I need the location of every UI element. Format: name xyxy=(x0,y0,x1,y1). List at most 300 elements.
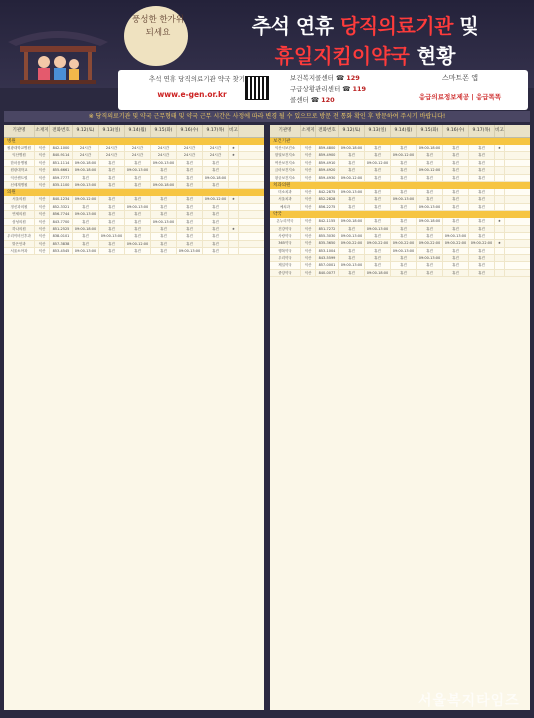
table-cell: 휴진 xyxy=(417,152,443,158)
table-cell: 휴진 xyxy=(443,175,469,181)
column-header: 9.13(일) xyxy=(99,125,125,137)
table-cell: 휴진 xyxy=(443,248,469,254)
table-cell: 24시간 xyxy=(203,152,229,158)
table-cell: 09:00-18:00 xyxy=(417,218,443,224)
column-header: 소재지 xyxy=(301,125,316,137)
table-cell: 09:00-12:00 xyxy=(365,160,391,166)
table-cell: 휴진 xyxy=(469,248,495,254)
table-row xyxy=(4,152,264,159)
table-cell: 서울소아과 xyxy=(4,248,35,254)
table-cell: 익산 xyxy=(301,152,316,158)
table-cell: 휴진 xyxy=(339,152,365,158)
table-cell: 휴진 xyxy=(365,152,391,158)
table-cell: 휴진 xyxy=(443,226,469,232)
moon-greeting: 풍성한 한가위 되세요 xyxy=(132,15,184,38)
contact-label: 콜센터 xyxy=(290,96,309,104)
left-table xyxy=(4,125,264,710)
table-cell: 09:00-22:00 xyxy=(443,240,469,246)
table-cell: 예치과 xyxy=(270,204,301,210)
table-row xyxy=(270,226,530,233)
table-header xyxy=(4,125,264,138)
table-cell: 휴진 xyxy=(339,248,365,254)
contact-number[interactable]: 129 xyxy=(346,74,360,82)
table-cell: 휴진 xyxy=(73,219,99,225)
app-name[interactable]: 응급의료정보제공 | 응급똑똑 xyxy=(418,93,502,101)
phone-cell[interactable]: 853-4545 xyxy=(50,248,73,254)
column-header: 9.12(토) xyxy=(73,125,99,137)
table-cell: 휴진 xyxy=(391,262,417,268)
table-cell: 09:00-13:00 xyxy=(73,211,99,217)
column-header: 소재지 xyxy=(35,125,50,137)
pavilion-illustration xyxy=(4,18,112,88)
table-cell: 휴진 xyxy=(203,211,229,217)
phone-cell[interactable]: 840-1234 xyxy=(50,196,73,202)
table-cell: 24시간 xyxy=(151,145,177,151)
table-cell: 휴진 xyxy=(365,167,391,173)
table-cell: 휴진 xyxy=(151,211,177,217)
table-cell: 09:00-12:00 xyxy=(73,196,99,202)
app-label: 스마트폰 앱 xyxy=(441,74,479,82)
column-header: 9.17(목) xyxy=(203,125,229,137)
table-row xyxy=(270,175,530,182)
table-cell: 휴진 xyxy=(99,182,125,188)
table-cell: 익산 xyxy=(301,240,316,246)
table-cell: 휴진 xyxy=(151,233,177,239)
table-row xyxy=(270,255,530,262)
table-cell: 휴진 xyxy=(443,255,469,261)
table-cell: 휴진 xyxy=(469,262,495,268)
contact-number[interactable]: 119 xyxy=(352,85,367,93)
table-cell: 휴진 xyxy=(99,211,125,217)
table-cell xyxy=(229,160,239,166)
table-cell: 휴진 xyxy=(365,196,391,202)
table-cell: 휴진 xyxy=(177,182,203,188)
table-cell: 익산 xyxy=(301,167,316,173)
table-cell: 09:00-13:00 xyxy=(417,255,443,261)
qr-code-icon[interactable] xyxy=(245,76,269,100)
table-cell: 휴진 xyxy=(469,204,495,210)
table-cell: 익산시보건소 xyxy=(270,145,301,151)
column-header: 9.17(목) xyxy=(469,125,495,137)
table-cell: 휴진 xyxy=(177,196,203,202)
table-cell: 사랑약국 xyxy=(270,233,301,239)
table-cell: 익산 xyxy=(35,152,50,158)
table-cell: 09:00-13:00 xyxy=(391,248,417,254)
table-cell: 미소치과 xyxy=(270,189,301,195)
table-cell: 휴진 xyxy=(443,189,469,195)
table-cell: 휴진 xyxy=(469,160,495,166)
phone-cell[interactable]: 851-7272 xyxy=(316,226,339,232)
section-header: 약국 xyxy=(270,211,530,218)
main-title-line2 xyxy=(200,40,530,69)
table-cell: 휴진 xyxy=(73,241,99,247)
website-link[interactable]: www.e-gen.or.kr xyxy=(157,90,227,99)
table-cell: 휴진 xyxy=(417,233,443,239)
table-cell: ★ xyxy=(495,218,505,224)
phone-cell[interactable]: 859-4900 xyxy=(316,152,339,158)
phone-cell[interactable]: 840-9114 xyxy=(50,152,73,158)
watermark: 서울복지타임즈 xyxy=(418,693,520,709)
table-cell: 09:00-18:00 xyxy=(339,218,365,224)
table-cell: 휴진 xyxy=(151,175,177,181)
table-cell: 행복약국 xyxy=(270,248,301,254)
table-cell: 09:00-13:00 xyxy=(99,233,125,239)
table-cell xyxy=(495,233,505,239)
column-header: 9.15(화) xyxy=(417,125,443,137)
table-cell: 휴진 xyxy=(469,196,495,202)
table-cell: 하나의원 xyxy=(4,226,35,232)
table-cell: 09:00-12:00 xyxy=(125,241,151,247)
table-cell xyxy=(229,204,239,210)
notice-banner: ※ 당직의료기관 및 약국 근무형태 및 약국 근무 시간은 사정에 따라 변경 될 수 있으므로 방문 전 통화 확인 후 방문하여 주시기 바랍니다! xyxy=(4,111,530,122)
table-cell: 24시간 xyxy=(73,152,99,158)
table-cell: 09:00-13:00 xyxy=(125,204,151,210)
table-cell: 익산 xyxy=(301,160,316,166)
table-row xyxy=(4,226,264,233)
table-cell: 휴진 xyxy=(469,255,495,261)
table-cell: 09:00-22:00 xyxy=(365,240,391,246)
phone-cell[interactable]: 859-7777 xyxy=(50,175,73,181)
table-row xyxy=(4,167,264,174)
column-header: 비고 xyxy=(229,125,239,137)
table-cell: 온누리약국 xyxy=(270,218,301,224)
table-cell: 금마보건지소 xyxy=(270,167,301,173)
table-cell: 09:00-18:00 xyxy=(73,167,99,173)
table-cell: 09:00-13:00 xyxy=(339,189,365,195)
phone-cell[interactable]: 859-4920 xyxy=(316,167,339,173)
table-row xyxy=(270,152,530,159)
table-cell: 휴진 xyxy=(443,160,469,166)
table-cell: 휴진 xyxy=(125,182,151,188)
column-header: 전화번호 xyxy=(316,125,339,137)
column-header: 비고 xyxy=(495,125,505,137)
table-cell: 휴진 xyxy=(177,160,203,166)
table-cell: 밝은안과 xyxy=(4,241,35,247)
phone-cell[interactable]: 856-7744 xyxy=(50,211,73,217)
table-cell: 09:00-18:00 xyxy=(73,160,99,166)
table-cell: 익산 xyxy=(35,248,50,254)
contact-label: 구급상황관리센터 xyxy=(290,85,341,93)
table-row xyxy=(270,204,530,211)
table-cell: 휴진 xyxy=(391,145,417,151)
column-header: 기관명 xyxy=(270,125,301,137)
table-cell: 휴진 xyxy=(469,218,495,224)
table-cell: 09:00-13:00 xyxy=(73,182,99,188)
table-cell: 익산 xyxy=(301,196,316,202)
table-cell: 휴진 xyxy=(125,175,151,181)
table-cell xyxy=(495,167,505,173)
table-cell: 휴진 xyxy=(417,189,443,195)
phone-cell[interactable]: 835-1100 xyxy=(50,182,73,188)
title-part: 현황 xyxy=(409,44,456,68)
table-cell: 휴진 xyxy=(99,248,125,254)
table-cell: 09:00-13:00 xyxy=(339,262,365,268)
table-cell: 휴진 xyxy=(365,189,391,195)
table-cell: 익산 xyxy=(35,182,50,188)
table-cell: 휴진 xyxy=(99,204,125,210)
table-cell xyxy=(229,211,239,217)
table-cell: 휴진 xyxy=(443,204,469,210)
table-cell xyxy=(495,248,505,254)
table-row xyxy=(4,196,264,203)
table-cell: 휴진 xyxy=(339,226,365,232)
phone-cell[interactable]: 852-2828 xyxy=(316,196,339,202)
section-header: 보건기관 xyxy=(270,138,530,145)
table-cell xyxy=(495,160,505,166)
table-cell: 익산 xyxy=(301,226,316,232)
table-cell xyxy=(495,262,505,268)
table-cell: 휴진 xyxy=(177,241,203,247)
main-title-line1 xyxy=(200,10,530,39)
table-cell xyxy=(229,182,239,188)
table-cell: 휴진 xyxy=(365,262,391,268)
table-cell: ★ xyxy=(495,145,505,151)
table-cell: 휴진 xyxy=(177,226,203,232)
phone-cell[interactable]: 859-4910 xyxy=(316,160,339,166)
table-cell: 휴진 xyxy=(365,175,391,181)
table-cell: 09:00-12:00 xyxy=(391,152,417,158)
title-highlight: 당직의료기관 xyxy=(340,14,453,38)
table-cell: 휴진 xyxy=(365,255,391,261)
table-cell: 익산 xyxy=(35,160,50,166)
table-cell: 24시간 xyxy=(125,145,151,151)
table-cell: 휴진 xyxy=(151,226,177,232)
phone-cell[interactable]: 842-1000 xyxy=(50,145,73,151)
table-row xyxy=(270,270,530,277)
phone-cell[interactable]: 857-3838 xyxy=(50,241,73,247)
table-cell: 휴진 xyxy=(125,233,151,239)
phone-cell[interactable]: 840-0077 xyxy=(316,270,339,276)
table-cell: 휴진 xyxy=(177,175,203,181)
table-cell: 휴진 xyxy=(99,219,125,225)
table-cell: 휴진 xyxy=(417,160,443,166)
table-cell: 09:00-12:00 xyxy=(203,196,229,202)
table-cell: 휴진 xyxy=(125,226,151,232)
table-cell: 휴진 xyxy=(203,182,229,188)
table-cell: 휴진 xyxy=(151,196,177,202)
table-row xyxy=(4,182,264,189)
table-cell: 09:00-13:00 xyxy=(365,226,391,232)
table-cell: 09:00-13:00 xyxy=(125,167,151,173)
table-row xyxy=(270,248,530,255)
table-cell: 휴진 xyxy=(125,196,151,202)
table-cell: 익산 xyxy=(301,175,316,181)
table-cell: 휴진 xyxy=(339,204,365,210)
table-cell: 휴진 xyxy=(151,204,177,210)
table-cell: 휴진 xyxy=(469,152,495,158)
table-cell: 익산 xyxy=(35,233,50,239)
table-cell: 24시간 xyxy=(151,152,177,158)
table-cell: 09:00-12:00 xyxy=(417,167,443,173)
search-label: 추석 연휴 당직의료기관 약국 찾기 xyxy=(148,75,246,83)
table-cell xyxy=(229,248,239,254)
column-header: 기관명 xyxy=(4,125,35,137)
table-cell: 휴진 xyxy=(443,145,469,151)
column-header: 9.13(일) xyxy=(365,125,391,137)
table-cell: 09:00-18:00 xyxy=(151,182,177,188)
table-row xyxy=(4,204,264,211)
table-cell: 휴진 xyxy=(391,218,417,224)
table-cell: 09:00-13:00 xyxy=(151,160,177,166)
table-cell xyxy=(495,196,505,202)
table-cell: 휴진 xyxy=(177,167,203,173)
table-cell: 왕궁보건지소 xyxy=(270,175,301,181)
phone-cell[interactable]: 838-0101 xyxy=(50,233,73,239)
table-cell: 익산 xyxy=(35,241,50,247)
phone-cell[interactable]: 843-7700 xyxy=(50,219,73,225)
phone-cell[interactable]: 853-1004 xyxy=(316,248,339,254)
table-cell: 휴진 xyxy=(391,204,417,210)
table-row xyxy=(4,160,264,167)
table-cell: 휴진 xyxy=(177,211,203,217)
table-cell: 제일약국 xyxy=(270,262,301,268)
table-cell: 휴진 xyxy=(339,160,365,166)
contact-line: 콜센터 ☎ 120 xyxy=(290,96,335,104)
table-cell: 09:00-12:00 xyxy=(339,175,365,181)
section-header: 의원 xyxy=(4,189,264,196)
table-cell: 휴진 xyxy=(125,219,151,225)
table-cell: 휴진 xyxy=(73,175,99,181)
phone-cell[interactable]: 857-0001 xyxy=(316,262,339,268)
table-cell: 09:00-13:00 xyxy=(151,219,177,225)
table-cell: 휴진 xyxy=(99,175,125,181)
table-cell: 휴진 xyxy=(391,167,417,173)
table-cell: 휴진 xyxy=(339,270,365,276)
phone-cell[interactable]: 855-3030 xyxy=(316,233,339,239)
table-cell: 휴진 xyxy=(203,248,229,254)
table-cell: 24시간 xyxy=(177,152,203,158)
table-cell: 휴진 xyxy=(365,204,391,210)
table-cell: 휴진 xyxy=(203,241,229,247)
table-cell: 삼성의원 xyxy=(4,219,35,225)
table-row xyxy=(270,189,530,196)
phone-cell[interactable]: 842-1155 xyxy=(316,218,339,224)
table-cell: 24시간 xyxy=(99,152,125,158)
table-cell: 휴진 xyxy=(417,196,443,202)
table-cell: 휴진 xyxy=(177,204,203,210)
table-row xyxy=(270,160,530,167)
table-cell: 휴진 xyxy=(391,270,417,276)
table-cell: 원광대학교병원 xyxy=(4,145,35,151)
contact-number[interactable]: 120 xyxy=(321,96,335,104)
table-cell: 09:00-13:00 xyxy=(177,248,203,254)
table-cell: 휴진 xyxy=(99,226,125,232)
table-cell: 09:00-13:00 xyxy=(339,233,365,239)
table-row xyxy=(270,145,530,152)
table-cell: 휴진 xyxy=(177,233,203,239)
table-cell: 익산 xyxy=(301,262,316,268)
phone-cell[interactable]: 851-1114 xyxy=(50,160,73,166)
table-row xyxy=(270,218,530,225)
table-cell: 휴진 xyxy=(469,226,495,232)
phone-cell[interactable]: 855-6661 xyxy=(50,167,73,173)
table-cell: 익산 xyxy=(301,204,316,210)
table-cell: 한마음병원 xyxy=(4,160,35,166)
table-cell: 익산 xyxy=(35,167,50,173)
table-cell: 휴진 xyxy=(417,175,443,181)
phone-cell[interactable]: 859-4930 xyxy=(316,175,339,181)
table-cell: 휴진 xyxy=(177,219,203,225)
table-cell: 휴진 xyxy=(151,167,177,173)
phone-cell[interactable]: 852-3321 xyxy=(50,204,73,210)
table-cell: 휴진 xyxy=(73,204,99,210)
table-cell: 09:00-22:00 xyxy=(417,240,443,246)
table-cell: 우리이비인후과 xyxy=(4,233,35,239)
table-row xyxy=(270,196,530,203)
phone-cell[interactable]: 859-4800 xyxy=(316,145,339,151)
table-cell: 휴진 xyxy=(417,262,443,268)
table-cell: 09:00-22:00 xyxy=(391,240,417,246)
table-cell: 09:00-18:00 xyxy=(417,145,443,151)
table-cell: 여산보건지소 xyxy=(270,160,301,166)
table-cell: 휴진 xyxy=(339,255,365,261)
table-cell: 휴진 xyxy=(99,196,125,202)
table-cell: 익산 xyxy=(35,226,50,232)
table-cell: 신세계병원 xyxy=(4,182,35,188)
table-cell: 휴진 xyxy=(443,262,469,268)
title-part: 및 xyxy=(452,14,479,38)
table-cell xyxy=(229,167,239,173)
table-cell: 휴진 xyxy=(151,248,177,254)
table-cell: ★ xyxy=(229,145,239,151)
table-cell: 휴진 xyxy=(203,204,229,210)
title-highlight: 휴일지킴이약국 xyxy=(274,44,410,68)
phone-cell[interactable]: 851-2525 xyxy=(50,226,73,232)
table-cell: 09:00-18:00 xyxy=(73,226,99,232)
phone-cell[interactable]: 835-3650 xyxy=(316,240,339,246)
table-cell: 휴진 xyxy=(469,175,495,181)
table-cell: 24시간 xyxy=(73,145,99,151)
table-cell: 휴진 xyxy=(365,248,391,254)
table-cell: 휴진 xyxy=(203,226,229,232)
table-cell xyxy=(495,204,505,210)
table-cell: 휴진 xyxy=(99,167,125,173)
column-header: 9.16(수) xyxy=(177,125,203,137)
table-row xyxy=(4,145,264,152)
phone-cell[interactable]: 856-2275 xyxy=(316,204,339,210)
table-cell: 휴진 xyxy=(417,226,443,232)
table-cell: 휴진 xyxy=(99,241,125,247)
table-cell: 09:00-18:00 xyxy=(203,175,229,181)
table-row xyxy=(270,240,530,247)
phone-cell[interactable]: 842-2875 xyxy=(316,189,339,195)
contact-line: 보건복지콜센터 ☎ 129 xyxy=(290,74,360,82)
table-cell: 익산 xyxy=(301,233,316,239)
table-cell: 휴진 xyxy=(391,233,417,239)
table-cell: 익산 xyxy=(35,196,50,202)
table-header xyxy=(270,125,530,138)
table-cell xyxy=(495,270,505,276)
table-cell: 익산 xyxy=(301,270,316,276)
table-cell: 휴진 xyxy=(203,160,229,166)
table-cell: 휴진 xyxy=(443,218,469,224)
table-cell: 서울치과 xyxy=(270,196,301,202)
table-cell: 정신과의원 xyxy=(4,204,35,210)
table-cell: 09:00-13:00 xyxy=(391,196,417,202)
table-cell: 휴진 xyxy=(469,167,495,173)
table-cell: ★ xyxy=(229,196,239,202)
table-cell: 24시간 xyxy=(177,145,203,151)
table-cell xyxy=(229,175,239,181)
table-cell: 휴진 xyxy=(125,211,151,217)
table-cell: 09:00-13:00 xyxy=(73,248,99,254)
contact-line: 구급상황관리센터 ☎ 119 xyxy=(290,85,367,93)
table-cell: 중앙약국 xyxy=(270,270,301,276)
table-cell: 휴진 xyxy=(99,160,125,166)
phone-cell[interactable]: 843-5599 xyxy=(316,255,339,261)
table-cell: 휴진 xyxy=(443,196,469,202)
right-table xyxy=(270,125,530,710)
